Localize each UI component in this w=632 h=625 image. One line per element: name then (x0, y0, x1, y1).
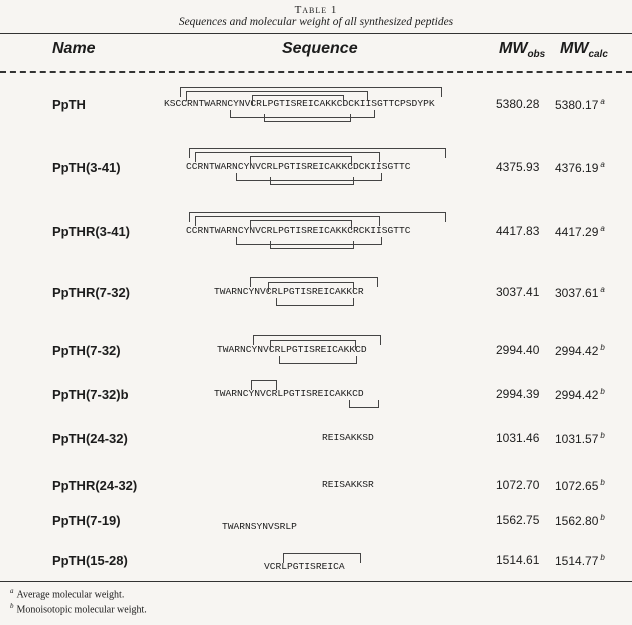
peptide-sequence: TWARNCYNVCRLPGTISREICAKKCR (214, 286, 364, 297)
peptide-sequence: REISAKKSR (322, 479, 374, 490)
peptide-sequence: TWARNCYNVCRLPGTISREICAKKCD (217, 344, 367, 355)
table-row (0, 285, 632, 305)
peptide-sequence: CCRNTWARNCYNVCRLPGTISREICAKKCRCKIISGTTC (186, 225, 411, 236)
disulfide-bracket (250, 220, 352, 230)
table-title: Sequences and molecular weight of all synthesized peptides (178, 16, 454, 28)
peptide-sequence: KSCCRNTWARNCYNVCRLPGTISREICAKKCDCKIISGTTCPSDYPK (164, 98, 435, 109)
header-mw-obs: $MW_{obs}$ (499, 40, 546, 61)
table-row (0, 478, 632, 498)
disulfide-bracket (264, 114, 351, 122)
mw-calculated: 1562.80 $^b$ (555, 513, 605, 528)
mw-observed: 4375.93 (496, 160, 540, 174)
mw-observed: 5380.28 (496, 97, 540, 111)
disulfide-bracket (270, 177, 354, 185)
table-row (0, 160, 632, 180)
peptide-name: PpTH (52, 97, 86, 112)
mw-observed: 2994.39 (496, 387, 540, 401)
mw-calculated: 1031.57 $^b$ (555, 431, 605, 446)
mw-observed: 1072.70 (496, 478, 540, 492)
disulfide-bracket (349, 400, 379, 408)
mw-calculated: 3037.61 $^a$ (555, 285, 605, 300)
peptide-sequence: CCRNTWARNCYNVCRLPGTISREICAKKCDCKIISGTTC (186, 161, 411, 172)
header-name: Name (52, 40, 96, 57)
peptide-name: PpTH(24-32) (52, 431, 128, 446)
peptide-name: PpTHR(24-32) (52, 478, 138, 493)
mw-observed: 1031.46 (496, 431, 540, 445)
disulfide-bracket (252, 95, 344, 105)
table-row (0, 224, 632, 244)
peptide-name: PpTH(7-32)b (52, 387, 129, 402)
header-dashed-rule (0, 71, 632, 73)
disulfide-bracket (270, 340, 356, 350)
footnote-a: $^a$ Average molecular weight. (10, 587, 125, 601)
top-rule (0, 33, 632, 34)
mw-observed: 4417.83 (496, 224, 540, 238)
mw-calculated: 1514.77 $^b$ (555, 553, 605, 568)
peptide-name: PpTHR(7-32) (52, 285, 131, 300)
mw-calculated: 2994.42 $^b$ (555, 343, 605, 358)
peptide-name: PpTH(3-41) (52, 160, 121, 175)
peptide-name: PpTHR(3-41) (52, 224, 131, 239)
disulfide-bracket (283, 553, 361, 563)
disulfide-bracket (270, 241, 354, 249)
mw-observed: 3037.41 (496, 285, 540, 299)
table-row (0, 513, 632, 533)
table-number: Table 1 (294, 4, 338, 16)
mw-observed: 1514.61 (496, 553, 540, 567)
peptide-sequence: TWARNCYNVCRLPGTISREICAKKCD (214, 388, 364, 399)
footnote-b: $^b$ Monoisotopic molecular weight. (10, 602, 147, 616)
mw-calculated: 1072.65 $^b$ (555, 478, 605, 493)
table-row (0, 553, 632, 573)
peptide-name: PpTH(7-32) (52, 343, 121, 358)
mw-calculated: 2994.42 $^b$ (555, 387, 605, 402)
peptide-sequence: REISAKKSD (322, 432, 374, 443)
peptide-sequence: TWARNSYNVSRLP (222, 521, 297, 532)
disulfide-bracket (250, 156, 352, 166)
mw-calculated: 4376.19 $^a$ (555, 160, 605, 175)
mw-calculated: 5380.17 $^a$ (555, 97, 605, 112)
disulfide-bracket (251, 380, 277, 390)
peptide-name: PpTH(7-19) (52, 513, 121, 528)
disulfide-bracket (279, 356, 357, 364)
mw-calculated: 4417.29 $^a$ (555, 224, 605, 239)
peptide-name: PpTH(15-28) (52, 553, 128, 568)
mw-observed: 1562.75 (496, 513, 540, 527)
disulfide-bracket (276, 298, 354, 306)
table-row (0, 431, 632, 451)
mw-observed: 2994.40 (496, 343, 540, 357)
table-row (0, 387, 632, 407)
header-mw-calc: $MW_{calc}$ (560, 40, 608, 61)
table-row (0, 343, 632, 363)
table-row (0, 97, 632, 117)
peptide-sequence: VCRLPGTISREICA (264, 561, 345, 572)
disulfide-bracket (268, 282, 354, 292)
bottom-rule (0, 581, 632, 582)
header-sequence: Sequence (282, 40, 358, 57)
